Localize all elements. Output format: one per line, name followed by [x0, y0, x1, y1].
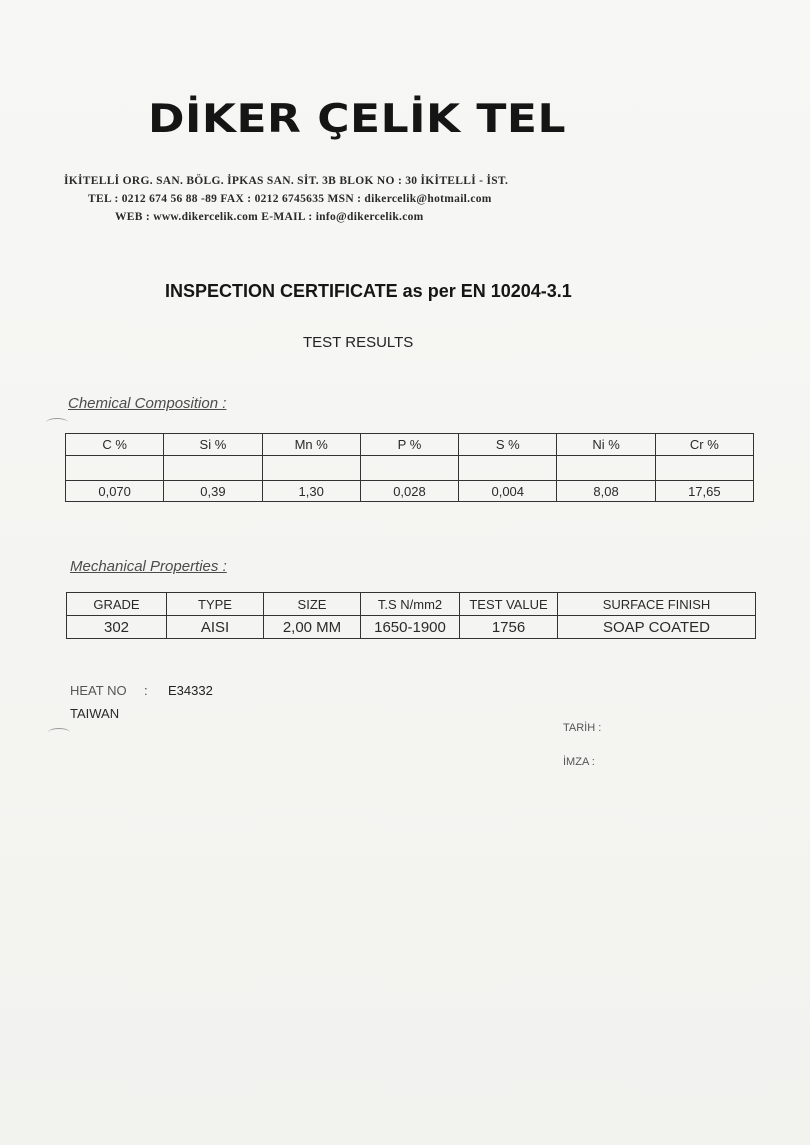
origin-country: TAIWAN: [70, 706, 120, 721]
value-cell: 0,028: [360, 481, 458, 502]
value-cell: 2,00 MM: [264, 616, 361, 639]
value-cell: 17,65: [655, 481, 753, 502]
scan-mark: [48, 728, 70, 737]
empty-cell: [164, 456, 262, 481]
mechanical-properties-table: [66, 592, 756, 639]
empty-cell: [557, 456, 655, 481]
empty-cell: [655, 456, 753, 481]
scan-mark: [46, 418, 68, 427]
value-cell: SOAP COATED: [558, 616, 756, 639]
header-cell: C %: [66, 434, 164, 456]
heat-number-separator: :: [144, 683, 148, 698]
certificate-title: INSPECTION CERTIFICATE as per EN 10204-3.1: [165, 281, 572, 301]
value-cell: 0,004: [459, 481, 557, 502]
value-cell: 302: [67, 616, 167, 639]
header-cell: S %: [459, 434, 557, 456]
empty-cell: [262, 456, 360, 481]
header-cell: T.S N/mm2: [361, 593, 460, 616]
header-cell: Si %: [164, 434, 262, 456]
company-logo: DİKER ÇELİK TEL: [148, 96, 567, 142]
company-web: WEB : www.dikercelik.com E-MAIL : info@dikercelik.com: [115, 211, 424, 223]
empty-cell: [66, 456, 164, 481]
header-cell: Mn %: [262, 434, 360, 456]
header-cell: GRADE: [67, 593, 167, 616]
company-address: İKİTELLİ ORG. SAN. BÖLG. İPKAS SAN. SİT. 3B BLOK NO : 30 İKİTELLİ - İST.: [64, 175, 509, 187]
empty-cell: [360, 456, 458, 481]
value-cell: 8,08: [557, 481, 655, 502]
heat-number-value: E34332: [168, 683, 213, 698]
value-cell: AISI: [167, 616, 264, 639]
header-cell: TYPE: [167, 593, 264, 616]
value-cell: 1756: [460, 616, 558, 639]
heat-number-label: HEAT NO: [70, 683, 127, 698]
header-cell: SURFACE FINISH: [558, 593, 756, 616]
header-cell: SIZE: [264, 593, 361, 616]
header-cell: Ni %: [557, 434, 655, 456]
empty-cell: [459, 456, 557, 481]
table-row: [66, 481, 754, 502]
header-cell: TEST VALUE: [460, 593, 558, 616]
value-cell: 1650-1900: [361, 616, 460, 639]
chemical-composition-table: [65, 433, 754, 502]
header-cell: Cr %: [655, 434, 753, 456]
table-row: [66, 456, 754, 481]
value-cell: 1,30: [262, 481, 360, 502]
header-cell: P %: [360, 434, 458, 456]
table-header-row: [67, 593, 756, 616]
value-cell: 0,39: [164, 481, 262, 502]
test-results-heading: TEST RESULTS: [303, 334, 414, 351]
signature-label: İMZA :: [563, 756, 595, 768]
mechanical-properties-heading: Mechanical Properties :: [70, 558, 227, 575]
table-row: [67, 616, 756, 639]
company-contact: TEL : 0212 674 56 88 -89 FAX : 0212 6745635 MSN : dikercelik@hotmail.com: [88, 193, 492, 205]
table-header-row: [66, 434, 754, 456]
value-cell: 0,070: [66, 481, 164, 502]
chemical-composition-heading: Chemical Composition :: [68, 395, 227, 412]
date-label: TARİH :: [563, 722, 602, 734]
